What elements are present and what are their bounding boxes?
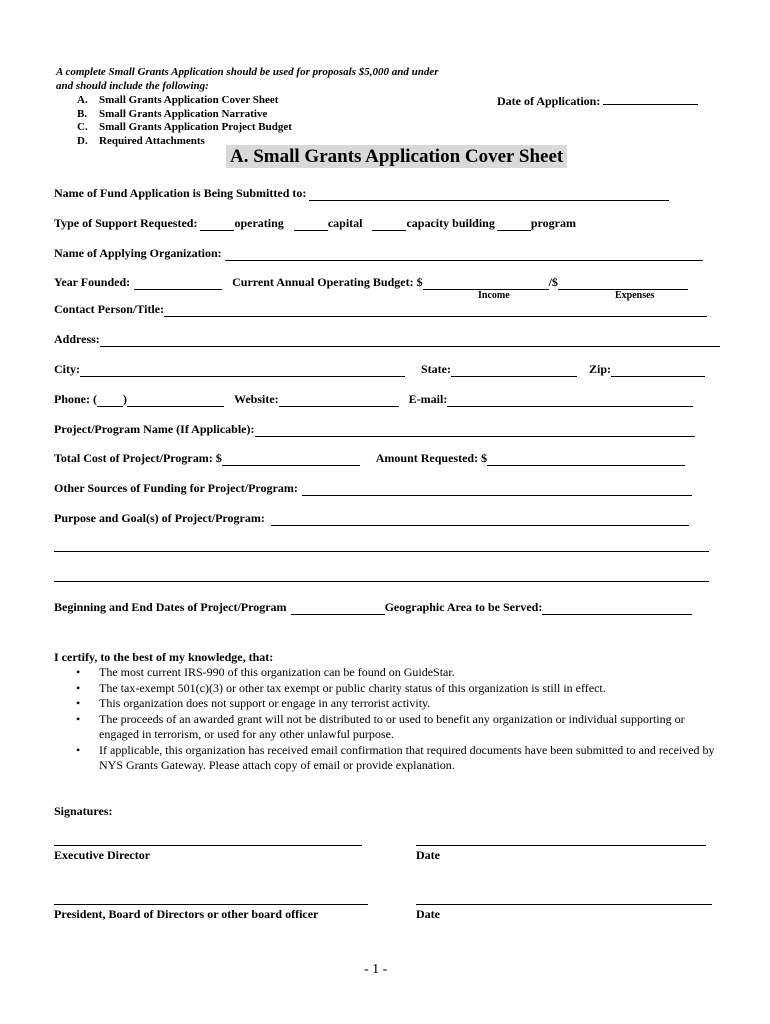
area-code-field[interactable]: [97, 395, 123, 407]
city-row: City: State: Zip:: [54, 362, 705, 377]
geo-area-field[interactable]: [542, 603, 692, 615]
phone-field[interactable]: [127, 395, 224, 407]
intro-item-c: C. Small Grants Application Project Budget: [77, 121, 292, 133]
certify-item: • This organization does not support or engage in any terrorist activity.: [76, 696, 431, 710]
signatures-heading: Signatures:: [54, 804, 113, 818]
certify-item: • The tax-exempt 501(c)(3) or other tax exempt or public charity status of this organization is still in effect.: [76, 680, 606, 695]
purpose-row: Purpose and Goal(s) of Project/Program:: [54, 511, 689, 526]
page-title: A. Small Grants Application Cover Sheet: [226, 146, 567, 168]
phone-row: Phone: ( ) Website: E-mail:: [54, 392, 693, 407]
support-type-row: Type of Support Requested: operating capital capacity building program: [54, 216, 576, 230]
fund-name-row: Name of Fund Application is Being Submitted to:: [54, 186, 669, 201]
expenses-label: Expenses: [615, 290, 655, 301]
address-row: Address:: [54, 332, 720, 347]
zip-field[interactable]: [611, 365, 705, 377]
date-of-application: Date of Application:: [497, 93, 698, 109]
intro-line-2: and should include the following:: [56, 80, 209, 92]
intro-item-d: D. Required Attachments: [77, 135, 205, 147]
certify-list: [54, 665, 724, 774]
budget-expenses-field[interactable]: [558, 278, 688, 290]
purpose-line-3[interactable]: [54, 581, 709, 582]
support-program-field[interactable]: [497, 219, 531, 231]
amount-requested-field[interactable]: [487, 454, 685, 466]
website-field[interactable]: [279, 395, 399, 407]
intro-line-1: A complete Small Grants Application should be used for proposals $5,000 and under: [56, 66, 439, 78]
other-sources-field[interactable]: [302, 484, 692, 496]
certify-heading: I certify, to the best of my knowledge, that:: [54, 650, 274, 664]
intro-item-b: B. Small Grants Application Narrative: [77, 108, 268, 120]
support-capacity-field[interactable]: [372, 219, 406, 231]
president-date-line[interactable]: [416, 904, 712, 905]
other-sources-row: Other Sources of Funding for Project/Program:: [54, 481, 692, 496]
exec-director-date-label: Date: [416, 848, 440, 862]
income-label: Income: [478, 290, 510, 301]
year-budget-row: Year Founded: Current Annual Operating Budget: $ /$: [54, 275, 688, 290]
contact-field[interactable]: [164, 305, 707, 317]
email-field[interactable]: [447, 395, 693, 407]
president-date-label: Date: [416, 907, 440, 921]
support-capital-field[interactable]: [294, 219, 328, 231]
project-name-field[interactable]: [255, 425, 695, 437]
fund-name-field[interactable]: [309, 189, 669, 201]
contact-row: Contact Person/Title:: [54, 302, 707, 317]
org-name-field[interactable]: [225, 249, 703, 261]
dates-row: Beginning and End Dates of Project/Program Geographic Area to be Served:: [54, 600, 692, 615]
budget-income-field[interactable]: [423, 278, 549, 290]
president-label: President, Board of Directors or other board officer: [54, 907, 319, 921]
president-signature-line[interactable]: [54, 904, 368, 905]
dates-field[interactable]: [291, 603, 385, 615]
exec-director-label: Executive Director: [54, 848, 151, 862]
city-field[interactable]: [80, 365, 405, 377]
purpose-line-2[interactable]: [54, 551, 709, 552]
support-operating-field[interactable]: [200, 219, 234, 231]
year-founded-field[interactable]: [134, 278, 222, 290]
certify-item: • The proceeds of an awarded grant will not be distributed to or used to benefit any organization or individual supporting or engaged in terrorism, or used for any other unlawful purpose.: [76, 711, 685, 741]
project-name-row: Project/Program Name (If Applicable):: [54, 422, 695, 437]
certify-item: • If applicable, this organization has received email confirmation that required documents have been submitted to and received by NYS Grants Gateway. Please attach copy of email or provide explanation.: [76, 742, 715, 772]
org-name-row: Name of Applying Organization:: [54, 246, 703, 261]
page-number: - 1 -: [364, 962, 388, 977]
exec-director-signature-line[interactable]: [54, 845, 362, 846]
intro-item-a: A. Small Grants Application Cover Sheet: [77, 94, 279, 106]
state-field[interactable]: [451, 365, 577, 377]
date-of-application-field[interactable]: [603, 93, 698, 105]
exec-director-date-line[interactable]: [416, 845, 706, 846]
total-cost-field[interactable]: [222, 454, 360, 466]
purpose-field[interactable]: [271, 514, 689, 526]
certify-item: • The most current IRS-990 of this organization can be found on GuideStar.: [76, 665, 455, 679]
cost-row: Total Cost of Project/Program: $ Amount Requested: $: [54, 451, 685, 466]
address-field[interactable]: [100, 335, 720, 347]
